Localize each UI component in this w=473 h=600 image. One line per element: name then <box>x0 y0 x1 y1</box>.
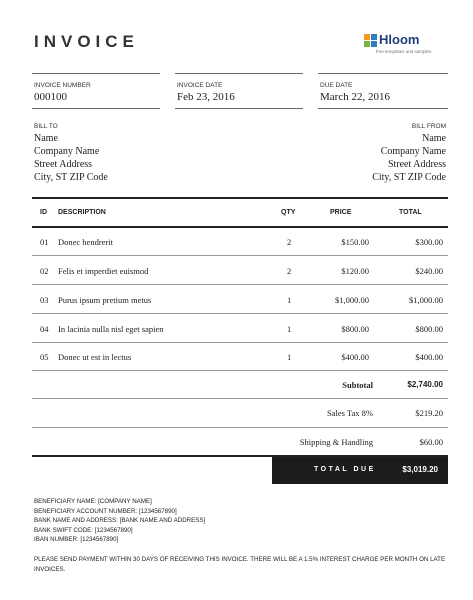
bill-to-street: Street Address <box>34 159 93 170</box>
bill-from-company: Company Name <box>380 146 446 157</box>
logo-tagline: free templates and samples <box>376 49 432 54</box>
bill-to-city: City, ST ZIP Code <box>34 172 108 183</box>
bill-from-block <box>372 132 446 184</box>
row-2-total: $240.00 <box>415 266 443 276</box>
payment-note: PLEASE SEND PAYMENT WITHIN 30 DAYS OF RECEIVING THIS INVOICE. THERE WILL BE A 1.5% INTEREST CHARGE PER MONTH ON LATE INVOICES. <box>34 556 446 573</box>
bill-from-name: Name <box>422 133 446 144</box>
total-due-label: TOTAL DUE <box>314 466 376 473</box>
invoice-number-value: 000100 <box>34 91 67 103</box>
row-4-price: $800.00 <box>341 324 369 334</box>
row-3-qty: 1 <box>287 295 292 305</box>
sales-tax-value: $219.20 <box>415 408 443 418</box>
bill-to-label: BILL TO <box>34 123 58 130</box>
col-header-id: ID <box>40 209 47 216</box>
row-1-price: $150.00 <box>341 237 369 247</box>
due-date-label: DUE DATE <box>320 82 353 89</box>
invoice-number-label: INVOICE NUMBER <box>34 82 91 89</box>
row-3-description: Purus ipsum pretium metus <box>58 295 152 305</box>
bill-from-city: City, ST ZIP Code <box>372 172 446 183</box>
col-header-total: TOTAL <box>399 209 422 216</box>
subtotal-label: Subtotal <box>342 380 373 390</box>
row-1-total: $300.00 <box>415 237 443 247</box>
bill-to-block <box>34 132 108 184</box>
row-3-total: $1,000.00 <box>409 295 443 305</box>
invoice-title: INVOICE <box>34 32 139 51</box>
row-1-qty: 2 <box>287 237 292 247</box>
row-3-price: $1,000.00 <box>335 295 369 305</box>
sales-tax-label: Sales Tax 8% <box>327 408 373 418</box>
bank-details <box>34 497 205 545</box>
row-2-qty: 2 <box>287 266 292 276</box>
bill-from-label: BILL FROM <box>411 123 446 130</box>
row-1-description: Donec hendrerit <box>58 237 113 247</box>
shipping-value: $60.00 <box>419 437 443 447</box>
row-2-id: 02 <box>40 266 49 276</box>
row-3-id: 03 <box>40 295 49 305</box>
row-4-description: In lacinia nulla nisl eget sapien <box>58 324 164 334</box>
row-4-qty: 1 <box>287 324 292 334</box>
total-due-bar <box>272 457 448 484</box>
due-date-value: March 22, 2016 <box>320 91 390 103</box>
row-4-id: 04 <box>40 324 49 334</box>
iban-number: IBAN NUMBER: [1234567890] <box>34 536 119 544</box>
row-4-total: $800.00 <box>415 324 443 334</box>
row-5-price: $400.00 <box>341 352 369 362</box>
col-header-qty: QTY <box>281 209 296 216</box>
row-5-total: $400.00 <box>415 352 443 362</box>
bank-name-address: BANK NAME AND ADDRESS: [BANK NAME AND ADDRESS] <box>34 517 206 525</box>
row-5-qty: 1 <box>287 352 292 362</box>
col-header-description: DESCRIPTION <box>58 209 106 216</box>
bank-swift: BANK SWIFT CODE: [1234567890] <box>34 526 133 534</box>
beneficiary-name: BENEFICIARY NAME: [COMPANY NAME] <box>34 498 152 505</box>
row-5-description: Donec ut est in lectus <box>58 352 132 362</box>
logo-text: Hloom <box>379 32 420 47</box>
shipping-label: Shipping & Handling <box>299 437 373 447</box>
hloom-logo-icon <box>364 34 377 47</box>
row-2-description: Felis et imperdiet euismod <box>58 266 149 276</box>
row-1-id: 01 <box>40 237 49 247</box>
invoice-date-label: INVOICE DATE <box>177 82 223 89</box>
total-due-value: $3,019.20 <box>402 465 438 474</box>
bill-from-street: Street Address <box>387 159 446 170</box>
invoice-date-value: Feb 23, 2016 <box>177 91 235 103</box>
row-2-price: $120.00 <box>341 266 369 276</box>
hloom-logo <box>362 32 462 58</box>
subtotal-value: $2,740.00 <box>407 380 443 389</box>
row-5-id: 05 <box>40 352 49 362</box>
bill-to-company: Company Name <box>34 146 100 157</box>
bill-to-name: Name <box>34 133 58 144</box>
beneficiary-account: BENEFICIARY ACCOUNT NUMBER: [1234567890] <box>34 507 177 515</box>
col-header-price: PRICE <box>330 209 352 216</box>
